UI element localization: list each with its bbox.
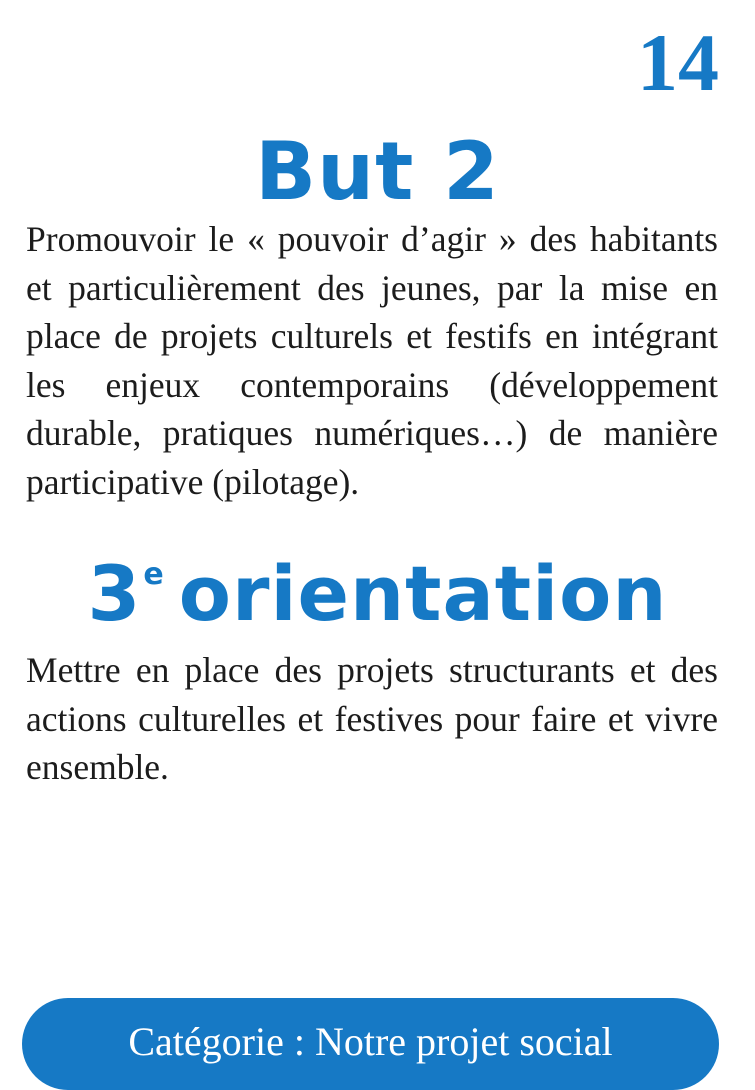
orientation-paragraph: Mettre en place des projets structurants et des actions culturelles et festives pour faire et vivre ensemble. [26, 650, 718, 787]
orientation-superscript: e [143, 557, 165, 592]
page-number: 14 [637, 17, 719, 108]
orientation-title: orientation [178, 549, 668, 638]
orientation-number: 3 [87, 549, 142, 638]
category-bar [22, 998, 719, 1090]
goal-heading: But 2 [255, 125, 500, 218]
category-label: Catégorie : Notre projet social [128, 1019, 613, 1064]
goal-paragraph: Promouvoir le « pouvoir d’agir » des habitants et particulièrement des jeunes, par la mise en place de projets culturels et festifs en intégrant les enjeux contemporains (développement durable, pratiques numériques…) de manière participative (pilotage). [26, 219, 718, 502]
orientation-heading [0, 549, 755, 638]
